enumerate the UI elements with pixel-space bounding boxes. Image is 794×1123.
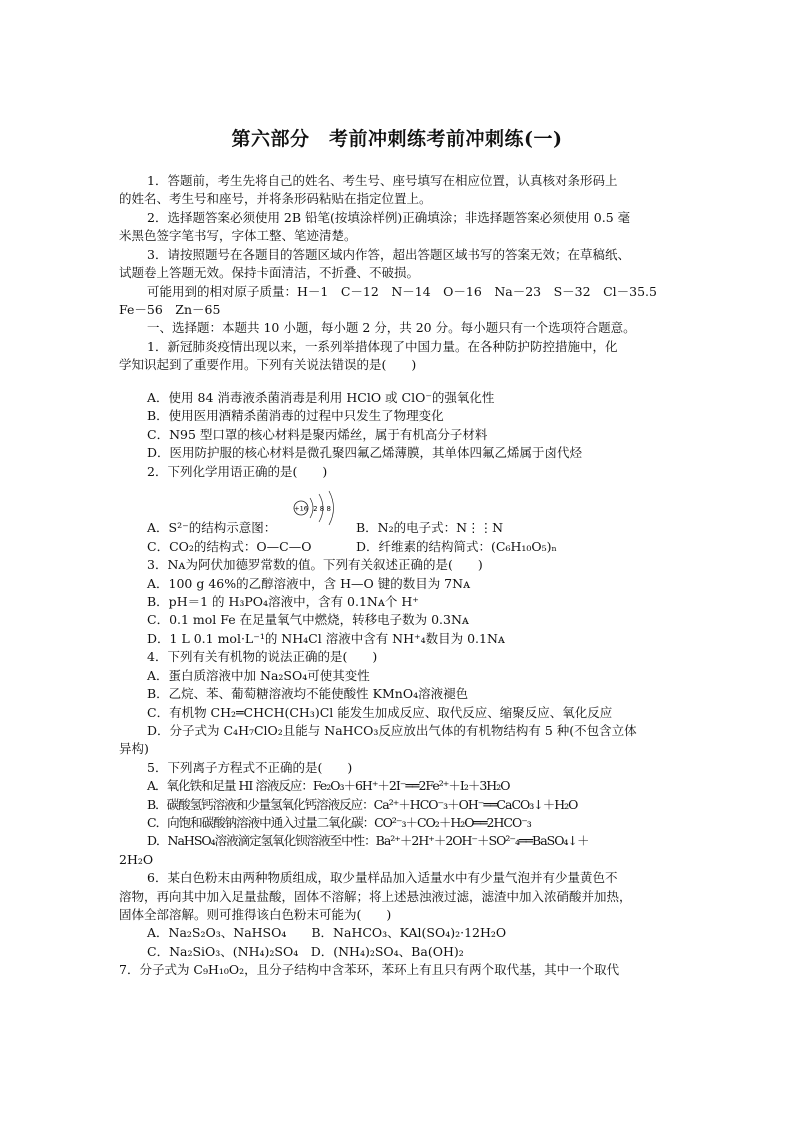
q5-option-a: A．氧化铁和足量 HI 溶液反应：Fe₂O₃＋6H⁺＋2I⁻══2Fe²⁺＋I₂＋3H₂O: [147, 778, 510, 793]
q3-option-d: D．1 L 0.1 mol·L⁻¹的 NH₄Cl 溶液中含有 NH⁺₄数目为 0.1Nᴀ: [147, 631, 505, 646]
q1-option-d: D．医用防护服的核心材料是微孔聚四氟乙烯薄膜，其单体四氟乙烯属于卤代烃: [147, 445, 583, 460]
q1-stem: 1．新冠肺炎疫情出现以来，一系列举措体现了中国力量。在各种防护防控措施中，化: [147, 339, 618, 354]
q3-option-c: C．0.1 mol Fe 在足量氧气中燃烧，转移电子数为 0.3Nᴀ: [147, 612, 469, 627]
q6-stem: 6．某白色粉末由两种物质组成，取少量样品加入适量水中有少量气泡并有少量黄色不: [147, 870, 618, 885]
q5-option-d: D．NaHSO₄溶液滴定氢氧化钡溶液至中性：Ba²⁺＋2H⁺＋2OH⁻＋SO²⁻₄══BaSO₄↓＋: [147, 833, 589, 848]
instruction-line: 1．答题前，考生先将自己的姓名、考生号、座号填写在相应位置，认真核对条形码上: [147, 173, 618, 188]
q5-option-d-cont: 2H₂O: [119, 852, 154, 867]
q5-option-b: B．碳酸氢钙溶液和少量氢氧化钙溶液反应：Ca²⁺＋HCO⁻₃＋OH⁻══CaCO₃↓＋H₂O: [147, 797, 578, 812]
instruction-line: 米黑色签字笔书写，字体工整、笔迹清楚。: [119, 228, 357, 243]
q7-stem: 7．分子式为 C₉H₁₀O₂，且分子结构中含苯环，苯环上有且只有两个取代基，其中一个取代: [119, 962, 620, 977]
q3-option-b: B．pH＝1 的 H₃PO₄溶液中，含有 0.1Nᴀ个 H⁺: [147, 594, 419, 609]
q5-stem: 5．下列离子方程式不正确的是( ): [147, 760, 353, 775]
q3-stem: 3．Nᴀ为阿伏加德罗常数的值。下列有关叙述正确的是( ): [147, 557, 483, 572]
q5-option-c: C．向饱和碳酸钠溶液中通入过量二氧化碳：CO²⁻₃＋CO₂＋H₂O══2HCO⁻₃: [147, 815, 531, 830]
instruction-line: 2．选择题答案必须使用 2B 铅笔(按填涂样例)正确填涂；非选择题答案必须使用 0.5 毫: [147, 210, 631, 225]
q1-option-b: B．使用医用酒精杀菌消毒的过程中只发生了物理变化: [147, 408, 444, 423]
q2-stem: 2．下列化学用语正确的是( ): [147, 464, 328, 479]
q4-option-c: C．有机物 CH₂═CHCH(CH₃)Cl 能发生加成反应、取代反应、缩聚反应、氧化反应: [147, 705, 613, 720]
q6-options-cd: C．Na₂SiO₃、(NH₄)₂SO₄ D．(NH₄)₂SO₄、Ba(OH)₂: [147, 944, 464, 959]
q6-stem: 溶物，再向其中加入足量盐酸，固体不溶解；将上述悬浊液过滤，滤渣中加入浓硝酸并加热，: [119, 889, 632, 904]
q1-stem: 学知识起到了重要作用。下列有关说法错误的是( ): [119, 357, 417, 372]
q4-option-b: B．乙烷、苯、葡萄糖溶液均不能使酸性 KMnO₄溶液褪色: [147, 686, 469, 701]
q6-stem: 固体全部溶解。则可推得该白色粉末可能为( ): [119, 907, 392, 922]
instruction-line: 试题卷上答题无效。保持卡面清洁，不折叠、不破损。: [119, 265, 420, 280]
instruction-line: 的姓名、考生号和座号，并将条形码粘贴在指定位置上。: [119, 191, 432, 206]
atomic-mass-line: Fe－56 Zn－65: [119, 302, 221, 317]
q1-option-c: C．N95 型口罩的核心材料是聚丙烯丝，属于有机高分子材料: [147, 427, 488, 442]
shell-electrons-label: 2 8 8: [313, 505, 331, 513]
q2-option-d: D．纤维素的结构简式：(C₆H₁₀O₅)ₙ: [356, 539, 557, 554]
q4-option-d-cont: 异构): [119, 741, 149, 756]
page-title: 第六部分 考前冲刺练考前冲刺练(一): [231, 128, 563, 150]
q1-option-a: A．使用 84 消毒液杀菌消毒是利用 HClO 或 ClO⁻的强氧化性: [147, 390, 495, 405]
q4-option-d: D．分子式为 C₄H₇ClO₂且能与 NaHCO₃反应放出气体的有机物结构有 5 种(不包含立体: [147, 723, 637, 738]
q4-stem: 4．下列有关有机物的说法正确的是( ): [147, 649, 378, 664]
section-heading: 一、选择题：本题共 10 小题，每小题 2 分，共 20 分。每小题只有一个选项符合题意。: [147, 320, 636, 335]
q2-option-b: B．N₂的电子式：N⋮⋮N: [356, 520, 504, 535]
nucleus-label: +16: [294, 504, 308, 513]
q4-option-a: A．蛋白质溶液中加 Na₂SO₄可使其变性: [147, 668, 370, 683]
instruction-line: 3．请按照题号在各题目的答题区域内作答，超出答题区域书写的答案无效；在草稿纸、: [147, 247, 630, 262]
q2-option-a: A．S²⁻的结构示意图：: [147, 520, 277, 535]
q3-option-a: A．100 g 46%的乙醇溶液中，含 H—O 键的数目为 7Nᴀ: [147, 576, 471, 591]
q6-options-ab: A．Na₂S₂O₃、NaHSO₄ B．NaHCO₃、KAl(SO₄)₂·12H₂O: [147, 925, 507, 940]
q2-option-c: C．CO₂的结构式：O—C—O: [147, 539, 312, 554]
atomic-mass-line: 可能用到的相对原子质量：H－1 C－12 N－14 O－16 Na－23 S－32 Cl－35.5: [147, 284, 657, 299]
